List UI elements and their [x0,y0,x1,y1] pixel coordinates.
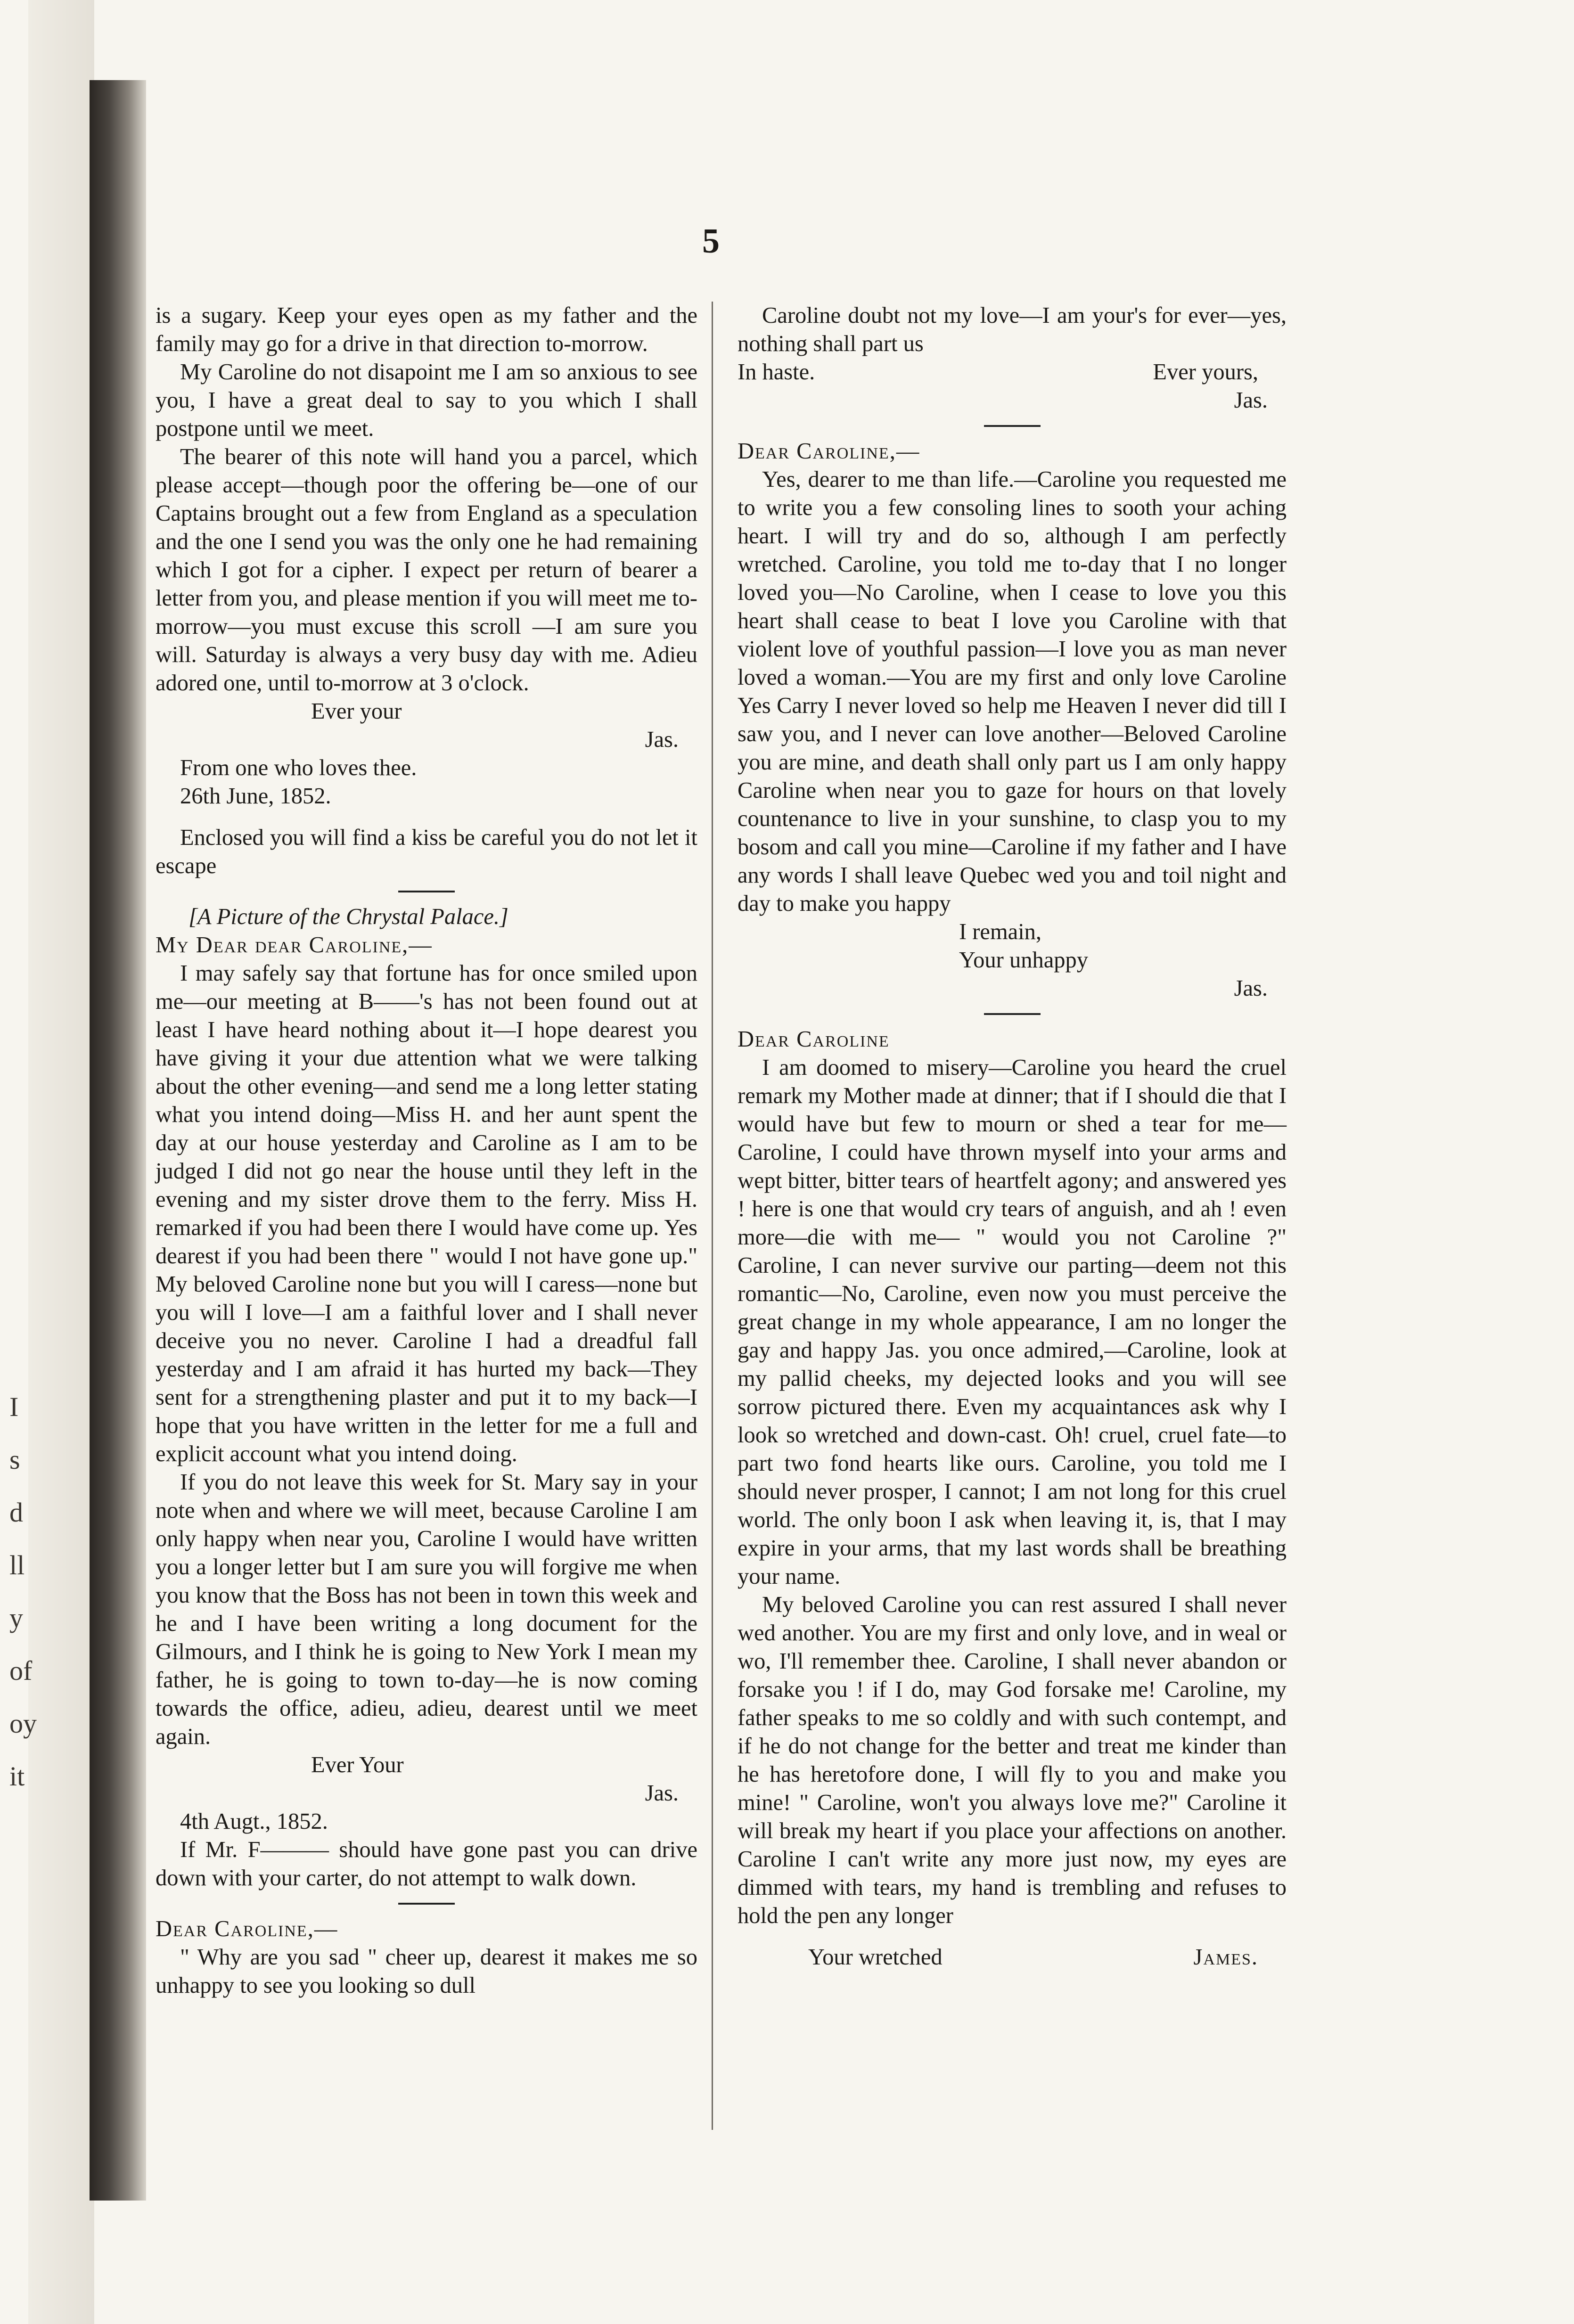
paragraph: Enclosed you will find a kiss be careful you do not let it escape [156,825,697,878]
section-rule [984,425,1041,427]
haste-text: In haste. [738,360,815,385]
from-line: From one who loves thee. [180,755,417,780]
closing: Your wretched [808,1945,943,1970]
right-column [738,302,1287,1972]
paragraph: If Mr. F——— should have gone past you can drive down with your carter, do not attempt to walk down. [156,1837,697,1890]
haste-line [738,358,1287,386]
salutation: Dear Caroline,— [738,439,920,464]
margin-fragment: I [9,1391,19,1422]
paragraph: I may safely say that fortune has for once smiled upon me—our meeting at B——'s has not been found out at least I have heard nothing about it—I hope dearest you have giving it your due attention what we were talking about the other evening—and send me a long letter stating what you intend doing—Miss H. and her aunt spent the day at our house yesterday and Caroline as I am to be judged I did not go near the house until they left in the evening and my sister drove them to the ferry. Miss H. remarked if you had been there I would have come up. Yes dearest if you had been there " would I not have gone up." My beloved Caroline none but you will I caress—none but you will I love—I am a faithful lover and I shall never deceive you no never. Caroline I had a dreadful fall yesterday and I am afraid it has hurted my back—They sent for a strengthening plaster and put it to my back—I hope that you have written in the letter for me a full and explicit account what you intend doing. [156,961,697,1466]
salutation: Dear Caroline,— [156,1916,338,1941]
letter-date: 4th Augt., 1852. [180,1809,328,1834]
margin-fragment: of [9,1655,33,1686]
closing: I remain, [959,919,1042,944]
letter-date: 26th June, 1852. [180,784,331,809]
paragraph: My beloved Caroline you can rest assured I shall never wed another. You are my first and only love, and in weal or wo, I'll remember thee. Caroline, I shall never abandon or forsake you ! if I do, may God forsake me! Caroline, my father speaks to me so coldly and with such contempt, and if he do not change for the better and treat me kinder than he has heretofore done, I will fly to you and make you mine! " Caroline, won't you always love me?" Caroline it will break my heart if you place your affections on another. Caroline I can't write any more just now, my eyes are dimmed with tears, my hand is trembling and refuses to hold the pen any longer [738,1592,1287,1928]
paragraph: I am doomed to misery—Caroline you heard the cruel remark my Mother made at dinner; that if I should die that I would have but few to mourn or shed a tear for me—Caroline, I could have thrown myself into your arms and wept bitter, bitter tears of heartfelt agony; and answered yes ! here is one that would cry tears of anguish, and ah ! even more—die with me— " would you not Caroline ?" Caroline, I can never survive our parting—deem not this romantic—No, Caroline, even now you must perceive the great change in my whole appearance, I am no longer the gay and happy Jas. you once admired,—Caroline, look at my pallid cheeks, my dejected looks and you will see sorrow pictured there. Even my acquaintances ask why I look so wretched and down-cast. Oh! cruel, cruel fate—to part two fond hearts like ours. Caroline, you told me I should never prosper, I cannot; I am not long for this cruel world. The only boon I ask when leaving it, is, that I may expire in your arms, that my last words shall be breathing your name. [738,1055,1287,1589]
paragraph: If you do not leave this week for St. Mary say in your note when and where we will meet, because Caroline I am only happy when near you, Caroline I would have written you a longer letter but I am sure you will forgive me when you know that the Boss has not been in town this week and he and I have been writing a long document for the Gilmours, and I think he is going to New York I mean my father, he is going to town to-day—he is now coming towards the office, adieu, adieu, dearest until we meet again. [156,1470,697,1749]
margin-fragment: d [9,1497,23,1528]
page-number: 5 [702,222,720,261]
margin-fragment: s [9,1444,20,1475]
ever-yours-text: Ever yours, [1153,360,1258,385]
signature: Jas. [1234,388,1268,413]
margin-fragment: it [9,1761,25,1792]
book-spine [90,80,146,2201]
salutation: My Dear dear Caroline,— [156,933,433,957]
final-signature-line [738,1943,1287,1972]
salutation: Dear Caroline [738,1027,890,1052]
closing: Your unhappy [959,948,1088,973]
left-column [156,302,697,2000]
signature: Jas. [645,727,679,752]
closing: Ever your [311,699,402,724]
paragraph: Caroline doubt not my love—I am your's for ever—yes, nothing shall part us [738,303,1287,356]
closing: Ever Your [311,1752,404,1777]
paragraph: Yes, dearer to me than life.—Caroline you requested me to write you a few consoling lines to sooth your aching heart. I will try and do so, although I am perfectly wretched. Caroline, you told me to-day that I no longer loved you—No Caroline, when I cease to love you this heart shall cease to beat I love you Caroline with that violent love of youthful passion—I love you as man never loved a woman.—You are my first and only love Caroline Yes Carry I never loved so help me Heaven I never did till I saw you, and I never can love another—Beloved Caroline you are mine, and death shall only part us I am only happy Caroline when near you to gaze for hours on that lovely countenance to live in your sunshine, to clasp you to my bosom and call you mine—Caroline if my father and I have any words I shall leave Quebec wed you and toil night and day to make you happy [738,467,1287,916]
signature: Jas. [645,1781,679,1806]
paragraph: " Why are you sad " cheer up, dearest it makes me so unhappy to see you looking so dull [156,1945,697,1998]
signature: Jas. [1234,976,1268,1001]
paragraph: The bearer of this note will hand you a parcel, which please accept—though poor the offering be—one of our Captains brought out a few from England as a speculation and the one I send you was the only one he had remaining which I got for a cipher. I expect per return of bearer a letter from you, and please mention if you will meet me to-morrow—you must excuse this scroll —I am sure you will. Saturday is always a very busy day with me. Adieu adored one, until to-morrow at 3 o'clock. [156,444,697,696]
margin-fragment: y [9,1603,23,1633]
picture-note: [A Picture of the Chrystal Palace.] [189,904,508,929]
section-rule [398,891,455,892]
paragraph: My Caroline do not disapoint me I am so anxious to see you, I have a great deal to say to you which I shall postpone until we meet. [156,360,697,441]
section-rule [398,1903,455,1905]
paragraph: is a sugary. Keep your eyes open as my father and the family may go for a drive in that direction to-morrow. [156,303,697,356]
column-divider [712,302,713,2130]
page-gutter-shadow [28,0,94,2324]
margin-fragments [9,1381,75,1803]
signature: James. [1193,1945,1258,1970]
margin-fragment: ll [9,1550,25,1580]
section-rule [984,1013,1041,1015]
margin-fragment: oy [9,1708,37,1739]
